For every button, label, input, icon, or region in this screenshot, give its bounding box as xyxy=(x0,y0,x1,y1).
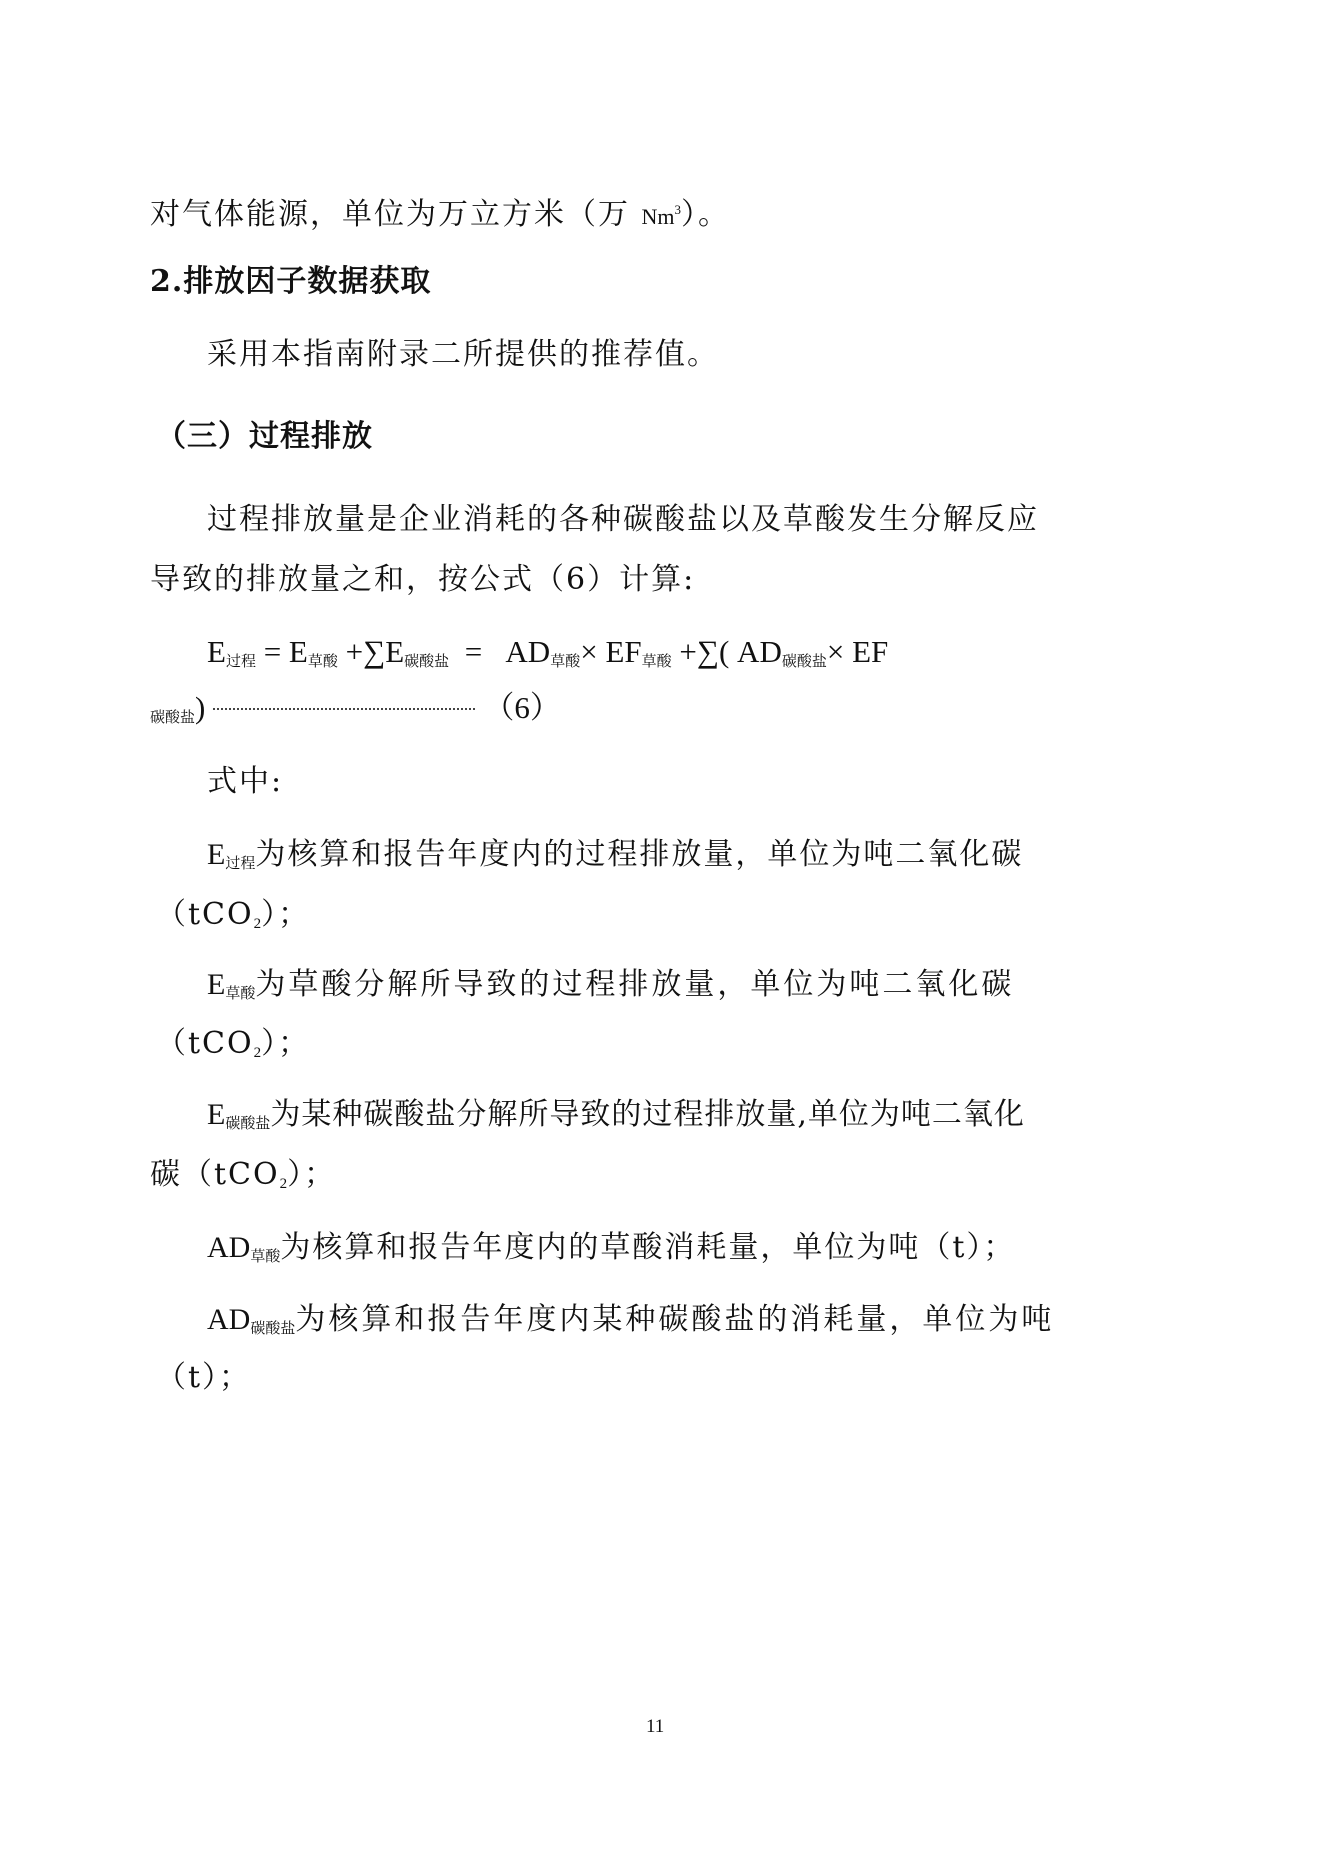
def2-unit-close: ）； xyxy=(261,1026,311,1061)
definition-ad-carbonate-unit: （t）； xyxy=(156,1360,252,1395)
def4-subscript: 草酸 xyxy=(250,1247,281,1265)
definition-e-carbonate-unit xyxy=(150,1155,336,1204)
def5-subscript: 碳酸盐 xyxy=(250,1319,296,1337)
definition-ad-oxalic xyxy=(207,1228,1015,1276)
def4-symbol: AD xyxy=(207,1231,251,1264)
def1-text: 为核算和报告年度内的过程排放量，单位为吨二氧化碳 xyxy=(255,837,1024,872)
def3-unit-close: ）； xyxy=(287,1157,337,1192)
formula-ef-oxalic: × EF xyxy=(580,634,642,669)
formula-sub-ef-carbonate: 碳酸盐 xyxy=(150,710,196,726)
def1-unit-open: （tCO xyxy=(156,897,254,932)
def3-subscript: 碳酸盐 xyxy=(225,1114,271,1132)
formula-number: （6） xyxy=(483,690,561,725)
def1-unit-close: ）； xyxy=(261,897,311,932)
definition-e-oxalic-unit xyxy=(156,1024,310,1073)
def4-text: 为核算和报告年度内的草酸消耗量，单位为吨（t）； xyxy=(280,1230,1016,1265)
process-emission-heading: （三）过程排放 xyxy=(156,419,373,454)
gas-unit-superscript: 3 xyxy=(674,202,682,217)
definition-e-process-unit xyxy=(156,895,310,944)
def2-unit-sub: 2 xyxy=(253,1045,262,1061)
formula-continuation xyxy=(150,688,561,738)
formula-leader-dots xyxy=(213,708,475,710)
page-number: 11 xyxy=(646,1716,665,1737)
gas-unit-line xyxy=(150,190,730,237)
formula-sub-oxalic: 草酸 xyxy=(307,654,338,670)
def5-symbol: AD xyxy=(207,1303,251,1336)
emission-factor-text: 采用本指南附录二所提供的推荐值。 xyxy=(207,337,719,372)
def3-unit-prefix: 碳（tCO xyxy=(150,1157,280,1192)
def2-subscript: 草酸 xyxy=(225,984,256,1002)
where-label: 式中: xyxy=(207,764,284,799)
def2-unit-open: （tCO xyxy=(156,1026,254,1061)
gas-unit-symbol: Nm xyxy=(641,204,675,229)
def3-unit-sub: 2 xyxy=(279,1176,288,1192)
formula-sub-carbonate: 碳酸盐 xyxy=(404,654,450,670)
formula-sub-ef-oxalic: 草酸 xyxy=(641,654,672,670)
def2-text: 为草酸分解所导致的过程排放量，单位为吨二氧化碳 xyxy=(255,967,1015,1002)
formula-close-paren: ) xyxy=(195,690,206,725)
def1-subscript: 过程 xyxy=(225,854,256,872)
definition-e-carbonate xyxy=(207,1095,1025,1143)
emission-factor-heading: 2.排放因子数据获取 xyxy=(150,264,432,299)
formula-sum-carbonate: +∑E xyxy=(337,634,405,669)
definition-e-process xyxy=(207,835,1023,883)
def2-symbol: E xyxy=(207,968,226,1001)
gas-unit-text: 对气体能源，单位为万立方米（万 xyxy=(150,197,642,232)
definition-ad-carbonate xyxy=(207,1300,1054,1348)
def5-text: 为核算和报告年度内某种碳酸盐的消耗量，单位为吨 xyxy=(295,1302,1055,1337)
formula-sub-ad-oxalic: 草酸 xyxy=(550,654,581,670)
formula-e-process: E xyxy=(207,634,226,669)
formula-ad-oxalic: = AD xyxy=(449,634,551,669)
def3-symbol: E xyxy=(207,1098,226,1131)
definition-e-oxalic xyxy=(207,965,1014,1013)
formula-sub-ad-carbonate: 碳酸盐 xyxy=(781,654,827,670)
formula-ef-carbonate: × EF xyxy=(826,634,889,669)
def3-text: 为某种碳酸盐分解所导致的过程排放量,单位为吨二氧化 xyxy=(270,1097,1025,1132)
formula-sub-process: 过程 xyxy=(225,654,256,670)
process-emission-formula xyxy=(207,632,888,682)
def1-symbol: E xyxy=(207,838,226,871)
gas-unit-end: ）。 xyxy=(681,197,731,232)
formula-e-oxalic: = E xyxy=(255,634,308,669)
process-intro-line-2: 导致的排放量之和，按公式（6）计算: xyxy=(150,562,696,597)
formula-sum-ad-carbonate: +∑( AD xyxy=(671,634,782,669)
process-intro-line-1: 过程排放量是企业消耗的各种碳酸盐以及草酸发生分解反应 xyxy=(207,502,1039,537)
def1-unit-sub: 2 xyxy=(253,916,262,932)
